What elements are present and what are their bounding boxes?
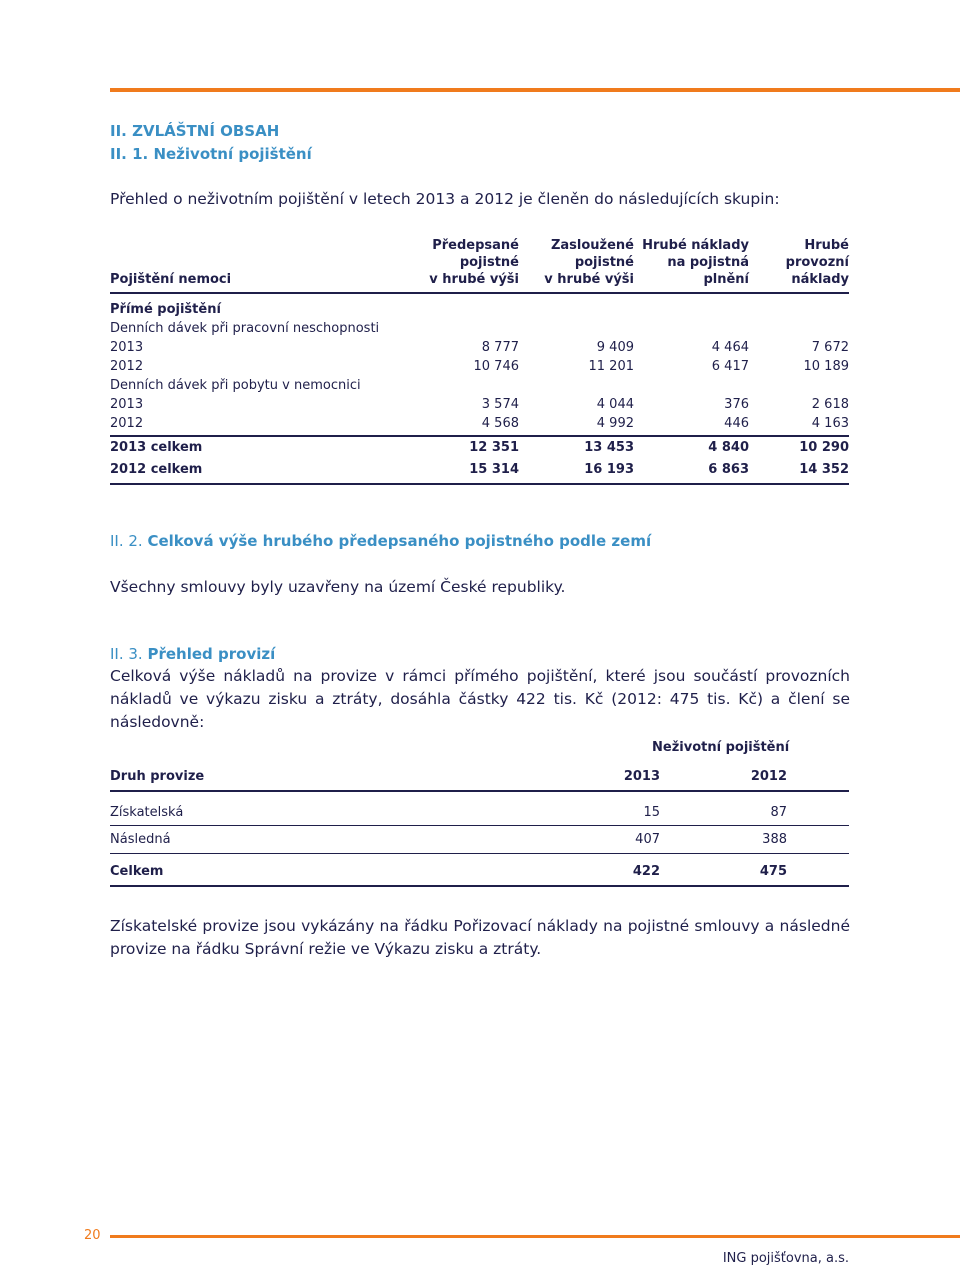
cell-value: 6 417 xyxy=(711,359,749,374)
cell-value: 13 453 xyxy=(584,440,634,455)
total-label: 2012 celkem xyxy=(110,462,203,477)
insurance-table xyxy=(110,236,849,485)
cell-value: 4 464 xyxy=(711,340,749,355)
cell-value: 3 574 xyxy=(481,397,519,412)
cell-value: 11 201 xyxy=(588,359,634,374)
section3-number: II. 3. xyxy=(110,645,143,663)
row-year: 2013 xyxy=(110,397,144,412)
col-header-year2: 2012 xyxy=(750,769,787,784)
section3-title: Přehled provizí xyxy=(147,645,276,663)
cell-value: 10 746 xyxy=(473,359,519,374)
cell-value: 10 290 xyxy=(799,440,849,455)
cell-value: 8 777 xyxy=(481,340,519,355)
row-label: Následná xyxy=(110,832,171,847)
cell-value: 10 189 xyxy=(803,359,849,374)
subgroup-row xyxy=(110,319,849,338)
col-header-type: Druh provize xyxy=(110,769,205,784)
cell-value: 87 xyxy=(770,805,787,820)
section-subtitle: II. 1. Neživotní pojištění xyxy=(110,145,312,163)
table-row xyxy=(110,414,849,433)
cell-value: 4 163 xyxy=(811,416,849,431)
section-title: II. ZVLÁŠTNÍ OBSAH xyxy=(110,122,280,140)
cell-value: 4 992 xyxy=(596,416,634,431)
row-year: 2012 xyxy=(110,359,144,374)
subgroup-label: Denních dávek při pobytu v nemocnici xyxy=(110,378,361,393)
subgroup-label: Denních dávek při pracovní neschopnosti xyxy=(110,321,380,336)
footer-accent-rule xyxy=(110,1235,960,1238)
cell-value: 9 409 xyxy=(596,340,634,355)
section2-title: Celková výše hrubého předepsaného pojistného podle zemí xyxy=(147,532,652,550)
cell-value: 12 351 xyxy=(469,440,519,455)
col-header-category: Pojištění nemoci xyxy=(110,272,232,287)
section2-heading xyxy=(110,532,651,550)
group-row xyxy=(110,300,849,319)
cell-value: 6 863 xyxy=(708,462,749,477)
bottom-rule xyxy=(110,885,849,887)
total-row xyxy=(110,459,849,481)
table-header xyxy=(110,236,849,292)
bottom-rule xyxy=(110,483,849,485)
row-divider xyxy=(110,853,849,854)
cell-value: 2 618 xyxy=(811,397,849,412)
col-header-written-premium: Předepsané pojistné v hrubé výši xyxy=(429,238,519,287)
col-header-operating-cost: Hrubé provozní náklady xyxy=(785,238,849,287)
intro-text: Přehled o neživotním pojištění v letech 2013 a 2012 je členěn do následujících skupin: xyxy=(110,190,780,208)
row-label: Získatelská xyxy=(110,805,184,820)
table-row xyxy=(110,338,849,357)
total-label: 2013 celkem xyxy=(110,440,203,455)
page-number: 20 xyxy=(84,1228,101,1243)
closing-text: Získatelské provize jsou vykázány na řádku Pořizovací náklady na pojistné smlouvy a následné provize na řádku Správní režie ve Výkazu zisku a ztráty. xyxy=(110,917,850,958)
top-accent-rule xyxy=(110,88,960,92)
group-header: Neživotní pojištění xyxy=(652,740,790,755)
cell-value: 4 044 xyxy=(596,397,634,412)
cell-value: 4 840 xyxy=(708,440,749,455)
col-header-year1: 2013 xyxy=(623,769,660,784)
cell-value: 7 672 xyxy=(811,340,849,355)
cell-value: 446 xyxy=(724,416,749,431)
cell-value: 376 xyxy=(724,397,749,412)
cell-value: 14 352 xyxy=(799,462,849,477)
cell-value: 16 193 xyxy=(584,462,634,477)
cell-value: 388 xyxy=(762,832,787,847)
section3-text: Celková výše nákladů na provize v rámci přímého pojištění, které jsou součástí provozních nákladů ve výkazu zisku a ztráty, dosáhla částky 422 tis. Kč (2012: 475 tis. Kč) a člení se následovně: xyxy=(110,667,850,731)
total-row xyxy=(110,437,849,459)
company-name: ING pojišťovna, a.s. xyxy=(722,1251,849,1266)
total-label: Celkem xyxy=(110,864,164,879)
table-row xyxy=(110,395,849,414)
section2-number: II. 2. xyxy=(110,532,143,550)
col-header-earned-premium: Zasloužené pojistné v hrubé výši xyxy=(544,238,634,287)
table-row xyxy=(110,357,849,376)
cell-value: 15 314 xyxy=(469,462,519,477)
section2-text: Všechny smlouvy byly uzavřeny na území České republiky. xyxy=(110,578,566,596)
group-label: Přímé pojištění xyxy=(110,302,221,317)
header-rule xyxy=(110,790,849,792)
row-divider xyxy=(110,825,849,826)
subgroup-row xyxy=(110,376,849,395)
cell-value: 475 xyxy=(759,864,787,879)
section3-heading xyxy=(110,645,275,663)
cell-value: 407 xyxy=(635,832,660,847)
col-header-claims-cost: Hrubé náklady na pojistná plnění xyxy=(642,238,749,287)
cell-value: 15 xyxy=(643,805,660,820)
cell-value: 422 xyxy=(632,864,660,879)
row-year: 2013 xyxy=(110,340,144,355)
row-year: 2012 xyxy=(110,416,144,431)
cell-value: 4 568 xyxy=(481,416,519,431)
